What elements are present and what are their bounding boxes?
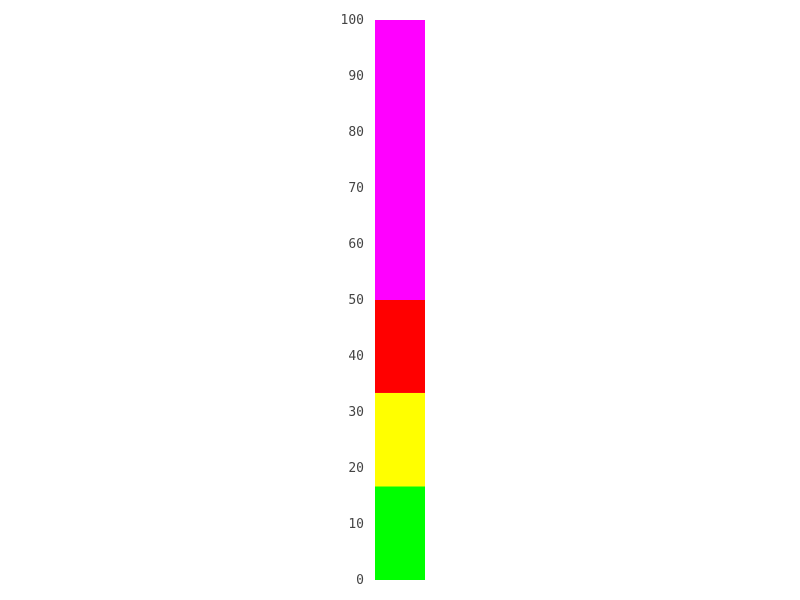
y-tick-label: 10	[348, 517, 364, 532]
y-tick-label: 20	[348, 461, 364, 476]
y-axis	[341, 13, 364, 588]
y-tick-label: 60	[348, 237, 364, 252]
y-tick-label: 100	[340, 13, 364, 28]
y-tick-label: 50	[348, 293, 364, 308]
y-tick-label: 30	[348, 405, 364, 420]
bar-segment-4	[375, 20, 425, 300]
bar-segment-3	[375, 300, 425, 393]
y-tick-label: 80	[348, 125, 364, 140]
y-tick-label: 40	[348, 349, 364, 364]
bar-stack	[375, 20, 425, 580]
bar-segment-2	[375, 393, 425, 487]
bar-segment-1	[375, 486, 425, 580]
y-tick-label: 90	[348, 69, 364, 84]
y-tick-label: 0	[356, 573, 364, 588]
y-tick-label: 70	[348, 181, 364, 196]
